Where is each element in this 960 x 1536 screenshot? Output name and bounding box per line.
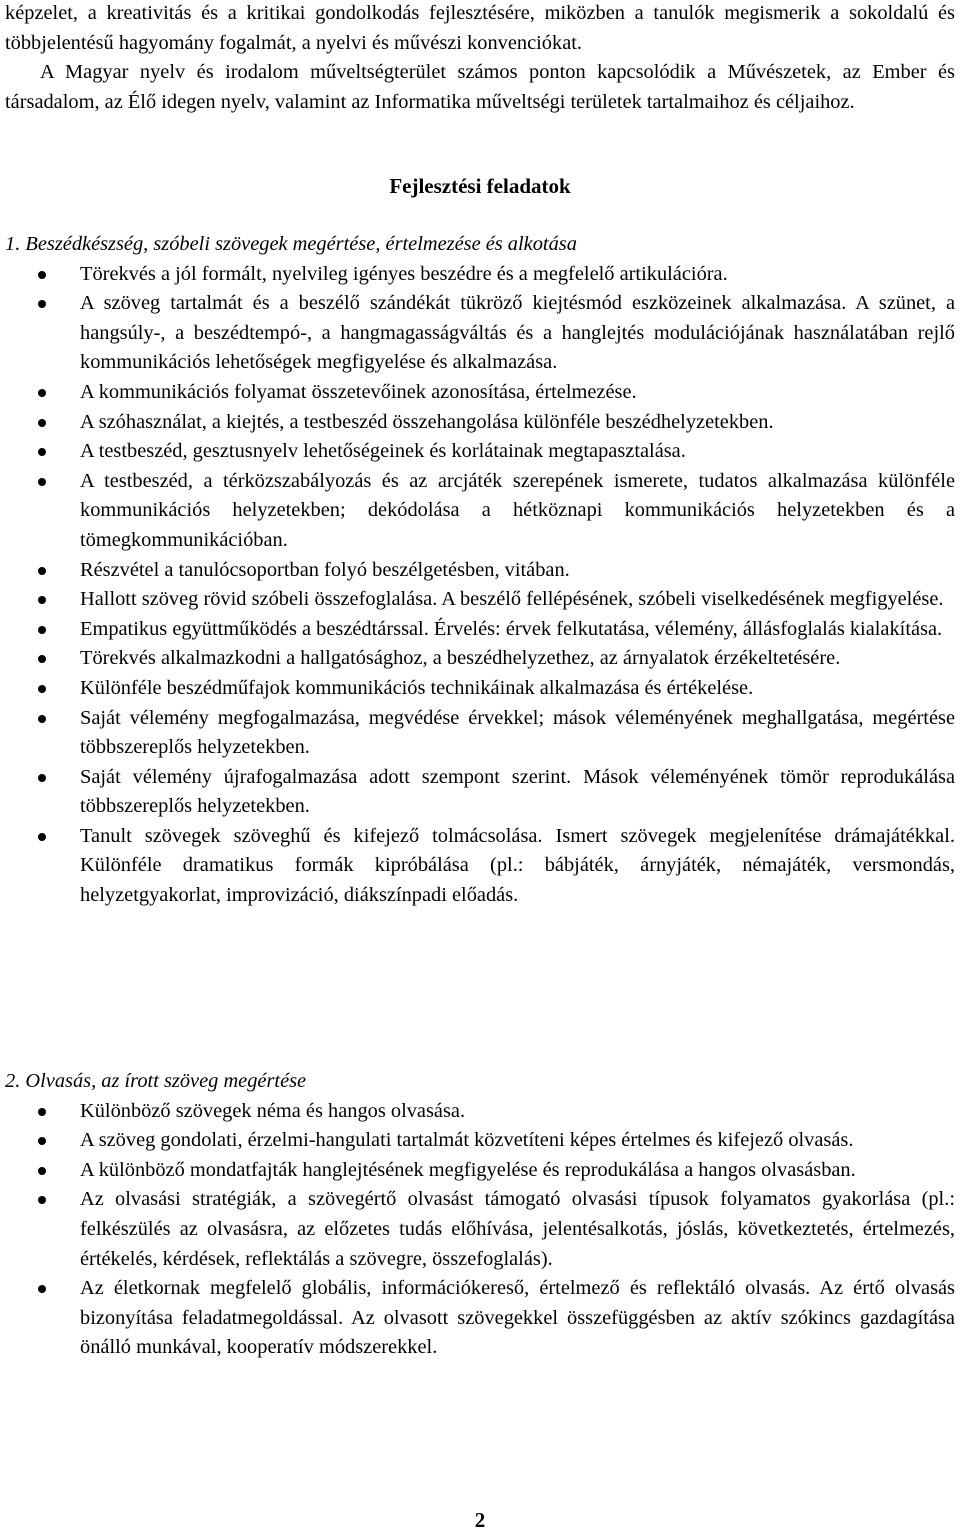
list-item: Törekvés a jól formált, nyelvileg igényes beszédre és a megfelelő artikulációra. [5, 260, 955, 290]
bullet-icon [38, 567, 46, 575]
bullet-icon [38, 300, 46, 308]
bullet-icon [38, 1108, 46, 1116]
bullet-icon [38, 1285, 46, 1293]
list-item: A testbeszéd, gesztusnyelv lehetőségeinek és korlátainak megtapasztalása. [5, 437, 955, 467]
bullet-icon [38, 1137, 46, 1145]
list-item: Saját vélemény újrafogalmazása adott szempont szerint. Mások véleményének tömör reprodukálása többszereplős helyzetekben. [5, 763, 955, 822]
list-item: Empatikus együttműködés a beszédtárssal. Érvelés: érvek felkutatása, vélemény, állásfoglalás kialakítása. [5, 615, 955, 645]
list-item: A szöveg gondolati, érzelmi-hangulati tartalmát közvetíteni képes értelmes és kifejező olvasás. [5, 1126, 955, 1156]
section-2-list [5, 1097, 955, 1363]
list-item: Különböző szövegek néma és hangos olvasása. [5, 1097, 955, 1127]
list-item: Saját vélemény megfogalmazása, megvédése érvekkel; mások véleményének meghallgatása, megértése többszereplős helyzetekben. [5, 704, 955, 763]
intro-paragraph-2: A Magyar nyelv és irodalom műveltségterület számos ponton kapcsolódik a Művészetek, az Ember és társadalom, az Élő idegen nyelv, valamint az Informatika műveltségi területek tartalmaihoz és céljaihoz. [5, 61, 955, 113]
bullet-icon [38, 271, 46, 279]
bullet-icon [38, 774, 46, 782]
bullet-icon [38, 478, 46, 486]
list-item: A testbeszéd, a térközszabályozás és az arcjáték szerepének ismerete, tudatos alkalmazása különféle kommunikációs helyzetekben; dekódolása a hétköznapi kommunikációs helyzetekben és a tömegkommunikációban. [5, 467, 955, 556]
list-item: Hallott szöveg rövid szóbeli összefoglalása. A beszélő fellépésének, szóbeli viselkedésének megfigyelése. [5, 585, 955, 615]
list-item: A szöveg tartalmát és a beszélő szándékát tükröző kiejtésmód eszközeinek alkalmazása. A szünet, a hangsúly-, a beszédtempó-, a hangmagasságváltás és a hanglejtés modulációjának használatában rejlő kommunikációs lehetőségek megfigyelése és alkalmazása. [5, 289, 955, 378]
bullet-icon [38, 419, 46, 427]
bullet-icon [38, 596, 46, 604]
intro-text [5, 0, 955, 117]
bullet-icon [38, 389, 46, 397]
bullet-icon [38, 715, 46, 723]
list-item: Részvétel a tanulócsoportban folyó beszélgetésben, vitában. [5, 556, 955, 586]
section-2 [5, 1067, 955, 1363]
list-item: Törekvés alkalmazkodni a hallgatósághoz, a beszédhelyzethez, az árnyalatok érzékeltetésére. [5, 644, 955, 674]
list-item: Tanult szövegek szöveghű és kifejező tolmácsolása. Ismert szövegek megjelenítése drámajátékkal. Különféle dramatikus formák kipróbálása (pl.: bábjáték, árnyjáték, némajáték, versmondás, helyzetgyakorlat, improvizáció, diákszínpadi előadás. [5, 822, 955, 911]
section-1-title: 1. Beszédkészség, szóbeli szövegek megértése, értelmezése és alkotása [5, 233, 577, 255]
list-item: Különféle beszédműfajok kommunikációs technikáinak alkalmazása és értékelése. [5, 674, 955, 704]
section-heading: Fejlesztési feladatok [389, 174, 571, 198]
bullet-icon [38, 1167, 46, 1175]
list-item: A kommunikációs folyamat összetevőinek azonosítása, értelmezése. [5, 378, 955, 408]
page-number: 2 [474, 1508, 486, 1532]
list-item: Az olvasási stratégiák, a szövegértő olvasást támogató olvasási típusok folyamatos gyakorlása (pl.: felkészülés az olvasásra, az előzetes tudás előhívása, jelentésalkotás, jóslás, következtetés, értelmezés, értékelés, kérdések, reflektálás a szövegre, összefoglalás). [5, 1185, 955, 1274]
intro-paragraph-1: képzelet, a kreativitás és a kritikai gondolkodás fejlesztésére, miközben a tanulók megismerik a sokoldalú és többjelentésű hagyomány fogalmát, a nyelvi és művészi konvenciókat. [5, 2, 955, 54]
bullet-icon [38, 833, 46, 841]
bullet-icon [38, 685, 46, 693]
bullet-icon [38, 655, 46, 663]
section-1 [5, 230, 955, 911]
bullet-icon [38, 626, 46, 634]
section-1-list [5, 260, 955, 911]
list-item: A különböző mondatfajták hanglejtésének megfigyelése és reprodukálása a hangos olvasásban. [5, 1156, 955, 1186]
bullet-icon [38, 448, 46, 456]
list-item: A szóhasználat, a kiejtés, a testbeszéd összehangolása különféle beszédhelyzetekben. [5, 408, 955, 438]
list-item: Az életkornak megfelelő globális, információkereső, értelmező és reflektáló olvasás. Az értő olvasás bizonyítása feladatmegoldással. Az olvasott szövegekkel összefüggésben az aktív szókincs gazdagítása önálló munkával, kooperatív módszerekkel. [5, 1274, 955, 1363]
section-2-title: 2. Olvasás, az írott szöveg megértése [5, 1070, 307, 1092]
bullet-icon [38, 1196, 46, 1204]
